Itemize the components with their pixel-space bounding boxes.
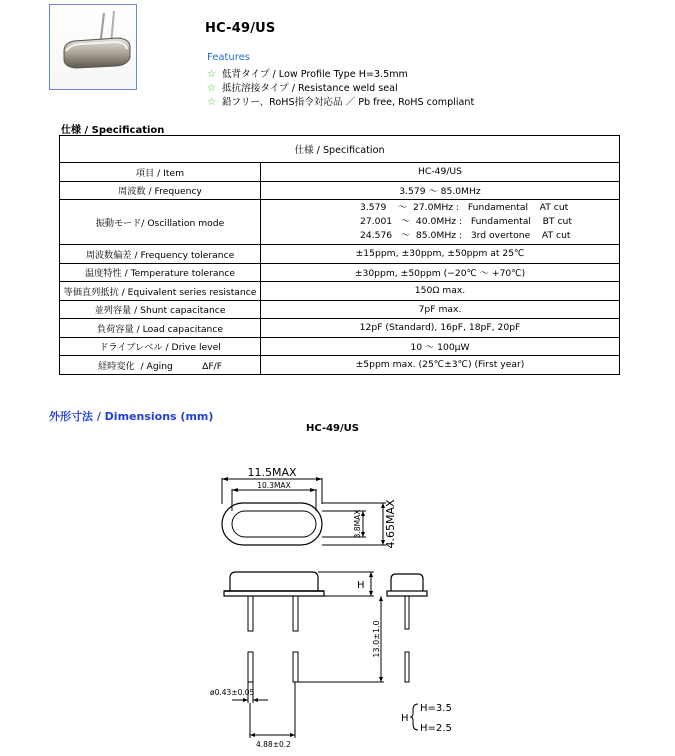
top-view-outer — [222, 503, 322, 545]
crystal-photo-illustration — [50, 5, 136, 89]
side-view-small-body — [391, 574, 423, 591]
row-label: 項目 / Item — [60, 163, 261, 182]
star-icon: ☆ — [207, 83, 216, 94]
lead-length-label: 13.0±1.0 — [372, 620, 381, 658]
row-value: HC-49/US — [261, 163, 620, 182]
height-max-label: 4.65MAX — [384, 499, 397, 549]
row-value: 7pF max. — [261, 300, 620, 319]
row-label: 振動モード/ Oscillation mode — [60, 200, 261, 245]
dimension-drawing — [0, 440, 675, 756]
table-title: 仕様 / Specification — [60, 136, 620, 163]
feature-item — [207, 66, 408, 80]
row-label: ドライブレベル / Drive level — [60, 337, 261, 356]
side-view-body — [230, 572, 318, 591]
top-view-inner — [232, 511, 316, 537]
row-value: ±15ppm, ±30ppm, ±50ppm at 25℃ — [261, 245, 620, 264]
h-option-1: H=3.5 — [420, 703, 452, 714]
product-photo — [49, 4, 137, 90]
dimensions-model-label: HC-49/US — [306, 423, 359, 434]
h-symbol-label: H — [357, 580, 365, 591]
row-label: 周波数偏差 / Frequency tolerance — [60, 245, 261, 264]
oscillation-mode-line: 27.001 ～ 40.0MHz : Fundamental BT cut — [360, 216, 572, 227]
feature-item — [207, 94, 474, 108]
specification-table — [59, 135, 620, 375]
side-view — [224, 572, 384, 738]
row-value: 12pF (Standard), 16pF, 18pF, 20pF — [261, 319, 620, 338]
row-label: 温度特性 / Temperature tolerance — [60, 263, 261, 282]
table-row — [60, 200, 620, 245]
side-view-small — [387, 574, 427, 682]
h-option-symbol: H — [401, 713, 409, 724]
row-label: 経時変化 / Aging ΔF/F — [60, 356, 261, 375]
oscillation-mode-line: 3.579 ～ 27.0MHz : Fundamental AT cut — [360, 202, 569, 213]
product-model-title: HC-49/US — [205, 21, 276, 36]
table-row — [60, 163, 620, 182]
depth-max-label: 3.8MAX — [353, 509, 362, 539]
row-value — [261, 200, 620, 245]
inner-width-label: 10.3MAX — [257, 481, 291, 490]
oscillation-mode-line: 24.576 ～ 85.0MHz : 3rd overtone AT cut — [360, 230, 571, 241]
row-value: 10 ～ 100μW — [261, 337, 620, 356]
row-value: ±30ppm, ±50ppm (−20℃ ～ +70℃) — [261, 263, 620, 282]
star-icon: ☆ — [207, 69, 216, 80]
feature-item — [207, 80, 398, 94]
table-title-row — [60, 136, 620, 163]
specification-heading: 仕様 / Specification — [61, 125, 165, 136]
row-label: 周波数 / Frequency — [60, 181, 261, 200]
width-max-label: 11.5MAX — [247, 466, 297, 479]
row-label: 並列容量 / Shunt capacitance — [60, 300, 261, 319]
table-row — [60, 356, 620, 375]
feature-text: 鉛フリー、RoHS指令対応品 ／ Pb free, RoHS compliant — [221, 97, 475, 108]
table-row — [60, 319, 620, 338]
table-row — [60, 337, 620, 356]
row-value: 150Ω max. — [261, 282, 620, 301]
features-heading: Features — [207, 52, 250, 63]
table-row — [60, 300, 620, 319]
row-label: 負荷容量 / Load capacitance — [60, 319, 261, 338]
dimensions-heading: 外形寸法 / Dimensions (mm) — [49, 410, 214, 423]
feature-text: 抵抗溶接タイプ / Resistance weld seal — [221, 83, 398, 94]
row-value: 3.579 ～ 85.0MHz — [261, 181, 620, 200]
table-row — [60, 282, 620, 301]
star-icon: ☆ — [207, 97, 216, 108]
h-option-2: H=2.5 — [420, 723, 452, 734]
table-row — [60, 263, 620, 282]
lead-pitch-label: 4.88±0.2 — [256, 740, 291, 749]
table-row — [60, 245, 620, 264]
row-value: ±5ppm max. (25℃±3℃) (First year) — [261, 356, 620, 375]
table-row — [60, 181, 620, 200]
feature-text: 低背タイプ / Low Profile Type H=3.5mm — [221, 69, 408, 80]
lead-diameter-label: ø0.43±0.05 — [210, 688, 255, 697]
brace-icon — [410, 704, 418, 730]
row-label: 等価直列抵抗 / Equivalent series resistance — [60, 282, 261, 301]
